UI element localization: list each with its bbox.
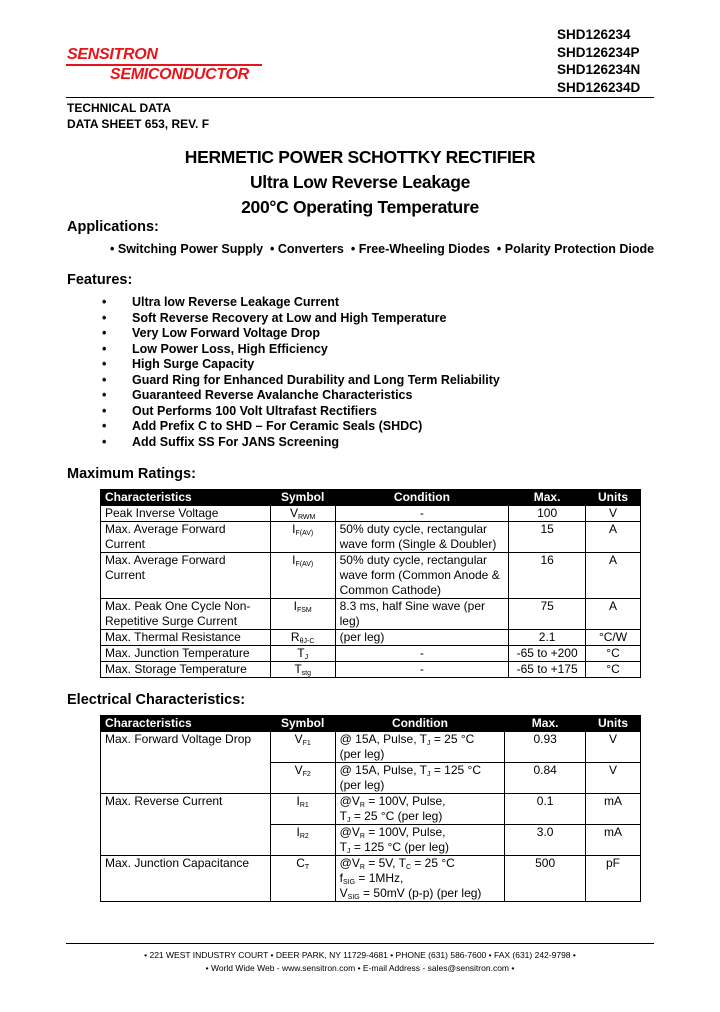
unit-cell: V: [586, 506, 641, 522]
column-header: Symbol: [270, 490, 335, 506]
condition-cell: 8.3 ms, half Sine wave (per leg): [335, 599, 509, 630]
max-cell: 2.1: [509, 630, 586, 646]
condition-cell: @ 15A, Pulse, $T_J = 125$ °C (per leg): [335, 763, 505, 794]
characteristic-cell: Max. Thermal Resistance: [101, 630, 271, 646]
symbol-cell: $T_J$: [270, 646, 335, 662]
column-header: Characteristics: [101, 490, 271, 506]
bullet: •: [110, 242, 115, 256]
table-row: [101, 553, 641, 599]
application-item: Polarity Protection Diode: [504, 242, 655, 256]
condition-cell: -: [335, 662, 509, 678]
symbol-cell: $V_{RWM}$: [270, 506, 335, 522]
max-cell: 16: [509, 553, 586, 599]
condition-cell: $@V_R = 5V$, $T_C = 25$ °C $f_{SIG} = 1MHz$, $V_{SIG} = 50mV$ (p-p) (per leg): [335, 856, 505, 902]
footer-divider: [66, 943, 654, 944]
table-row: [101, 732, 641, 763]
condition-cell: $@V_R = 100V$, Pulse, $T_J = 125$ °C (per leg): [335, 825, 505, 856]
symbol-cell: $I_{F(AV)}$: [270, 522, 335, 553]
part-number-list: [557, 26, 640, 96]
brand-line-1: SENSITRON: [67, 46, 158, 63]
unit-cell: A: [586, 599, 641, 630]
part-number: SHD126234N: [557, 62, 641, 77]
table-row: [101, 522, 641, 553]
condition-cell: -: [335, 506, 509, 522]
table-row: [101, 662, 641, 678]
feature-item: • Out Performs 100 Volt Ultrafast Rectifiers: [102, 404, 500, 420]
unit-cell: V: [586, 732, 641, 763]
condition-cell: $@V_R = 100V$, Pulse, $T_J = 25$ °C (per leg): [335, 794, 505, 825]
applications-list: [110, 242, 654, 256]
header-divider: [66, 97, 654, 98]
characteristic-cell: Max. Junction Capacitance: [101, 856, 271, 902]
characteristic-cell: Max. Junction Temperature: [101, 646, 271, 662]
characteristic-cell: [101, 825, 271, 856]
brand-line-2: SEMICONDUCTOR: [110, 66, 249, 83]
condition-cell: @ 15A, Pulse, $T_J = 25$ °C (per leg): [335, 732, 505, 763]
feature-item: • Low Power Loss, High Efficiency: [102, 342, 500, 358]
max-cell: 100: [509, 506, 586, 522]
technical-data-label: TECHNICAL DATA: [67, 101, 171, 115]
unit-cell: V: [586, 763, 641, 794]
unit-cell: A: [586, 553, 641, 599]
unit-cell: mA: [586, 825, 641, 856]
column-header: Condition: [335, 716, 505, 732]
table-row: [101, 825, 641, 856]
characteristic-cell: Max. Storage Temperature: [101, 662, 271, 678]
subtitle-leakage: Ultra Low Reverse Leakage: [249, 172, 471, 192]
electrical-table: [100, 715, 641, 902]
application-item: Switching Power Supply: [117, 242, 264, 256]
symbol-cell: $V_{F1}$: [270, 732, 335, 763]
feature-item: • Guaranteed Reverse Avalanche Characteristics: [102, 388, 500, 404]
max-ratings-heading: Maximum Ratings:: [67, 466, 196, 482]
feature-item: • Add Suffix SS For JANS Screening: [102, 435, 500, 451]
main-title: HERMETIC POWER SCHOTTKY RECTIFIER: [184, 147, 536, 167]
unit-cell: pF: [586, 856, 641, 902]
max-cell: 0.1: [505, 794, 586, 825]
subtitle-temperature: 200°C Operating Temperature: [241, 197, 479, 217]
characteristic-cell: [101, 763, 271, 794]
bullet: •: [347, 242, 356, 256]
feature-item: • Ultra low Reverse Leakage Current: [102, 295, 500, 311]
symbol-cell: $I_{F(AV)}$: [270, 553, 335, 599]
feature-item: • Add Prefix C to SHD – For Ceramic Seals (SHDC): [102, 419, 500, 435]
bullet: •: [266, 242, 275, 256]
symbol-cell: $V_{F2}$: [270, 763, 335, 794]
characteristic-cell: Max. Reverse Current: [101, 794, 271, 825]
unit-cell: °C/W: [586, 630, 641, 646]
electrical-heading: Electrical Characteristics:: [67, 692, 246, 708]
condition-cell: 50% duty cycle, rectangular wave form (Single & Doubler): [335, 522, 509, 553]
column-header: Units: [586, 490, 641, 506]
symbol-cell: $R_{\theta J-C}$: [270, 630, 335, 646]
symbol-cell: $T_{stg}$: [270, 662, 335, 678]
column-header: Max.: [505, 716, 586, 732]
table-header-row: [101, 716, 641, 732]
symbol-cell: $C_T$: [270, 856, 335, 902]
table-row: [101, 599, 641, 630]
application-item: Converters: [277, 242, 344, 256]
feature-item: • High Surge Capacity: [102, 357, 500, 373]
column-header: Characteristics: [101, 716, 271, 732]
part-number: SHD126234P: [557, 44, 640, 60]
symbol-cell: $I_{R2}$: [270, 825, 335, 856]
max-cell: 15: [509, 522, 586, 553]
table-header-row: [101, 490, 641, 506]
table-row: [101, 763, 641, 794]
max-cell: -65 to +200: [509, 646, 586, 662]
feature-item: • Soft Reverse Recovery at Low and High Temperature: [102, 311, 500, 327]
feature-item: • Guard Ring for Enhanced Durability and Long Term Reliability: [102, 373, 500, 389]
max-cell: 75: [509, 599, 586, 630]
column-header: Units: [586, 716, 641, 732]
condition-cell: -: [335, 646, 509, 662]
column-header: Max.: [509, 490, 586, 506]
unit-cell: mA: [586, 794, 641, 825]
feature-item: • Very Low Forward Voltage Drop: [102, 326, 500, 342]
table-row: [101, 856, 641, 902]
max-cell: 0.84: [505, 763, 586, 794]
max-ratings-table: [100, 489, 641, 678]
footer-web-email: • World Wide Web - www.sensitron.com • E-mail Address - sales@sensitron.com •: [205, 963, 515, 973]
condition-cell: (per leg): [335, 630, 509, 646]
bullet: •: [493, 242, 502, 256]
column-header: Symbol: [270, 716, 335, 732]
part-number: SHD126234D: [557, 79, 641, 95]
max-cell: -65 to +175: [509, 662, 586, 678]
symbol-cell: $I_{FSM}$: [270, 599, 335, 630]
max-cell: 3.0: [505, 825, 586, 856]
characteristic-cell: Max. Average Forward Current: [101, 553, 271, 599]
features-list: [102, 295, 500, 450]
max-cell: 0.93: [505, 732, 586, 763]
table-row: [101, 794, 641, 825]
max-cell: 500: [505, 856, 586, 902]
symbol-cell: $I_{R1}$: [270, 794, 335, 825]
characteristic-cell: Max. Peak One Cycle Non-Repetitive Surge Current: [101, 599, 271, 630]
table-row: [101, 646, 641, 662]
characteristic-cell: Max. Average Forward Current: [101, 522, 271, 553]
datasheet-label: DATA SHEET 653, REV. F: [67, 117, 210, 131]
applications-heading: Applications:: [67, 219, 159, 235]
unit-cell: A: [586, 522, 641, 553]
part-number: SHD126234: [557, 27, 631, 42]
condition-cell: 50% duty cycle, rectangular wave form (Common Anode & Common Cathode): [335, 553, 509, 599]
application-item: Free-Wheeling Diodes: [358, 242, 490, 256]
characteristic-cell: Peak Inverse Voltage: [101, 506, 271, 522]
unit-cell: °C: [586, 646, 641, 662]
features-heading: Features:: [67, 272, 133, 288]
footer-address: • 221 WEST INDUSTRY COURT • DEER PARK, NY 11729-4681 • PHONE (631) 586-7600 • FAX (631) 242-9798 •: [144, 950, 576, 960]
characteristic-cell: Max. Forward Voltage Drop: [101, 732, 271, 763]
table-row: [101, 630, 641, 646]
column-header: Condition: [335, 490, 509, 506]
table-row: [101, 506, 641, 522]
unit-cell: °C: [586, 662, 641, 678]
